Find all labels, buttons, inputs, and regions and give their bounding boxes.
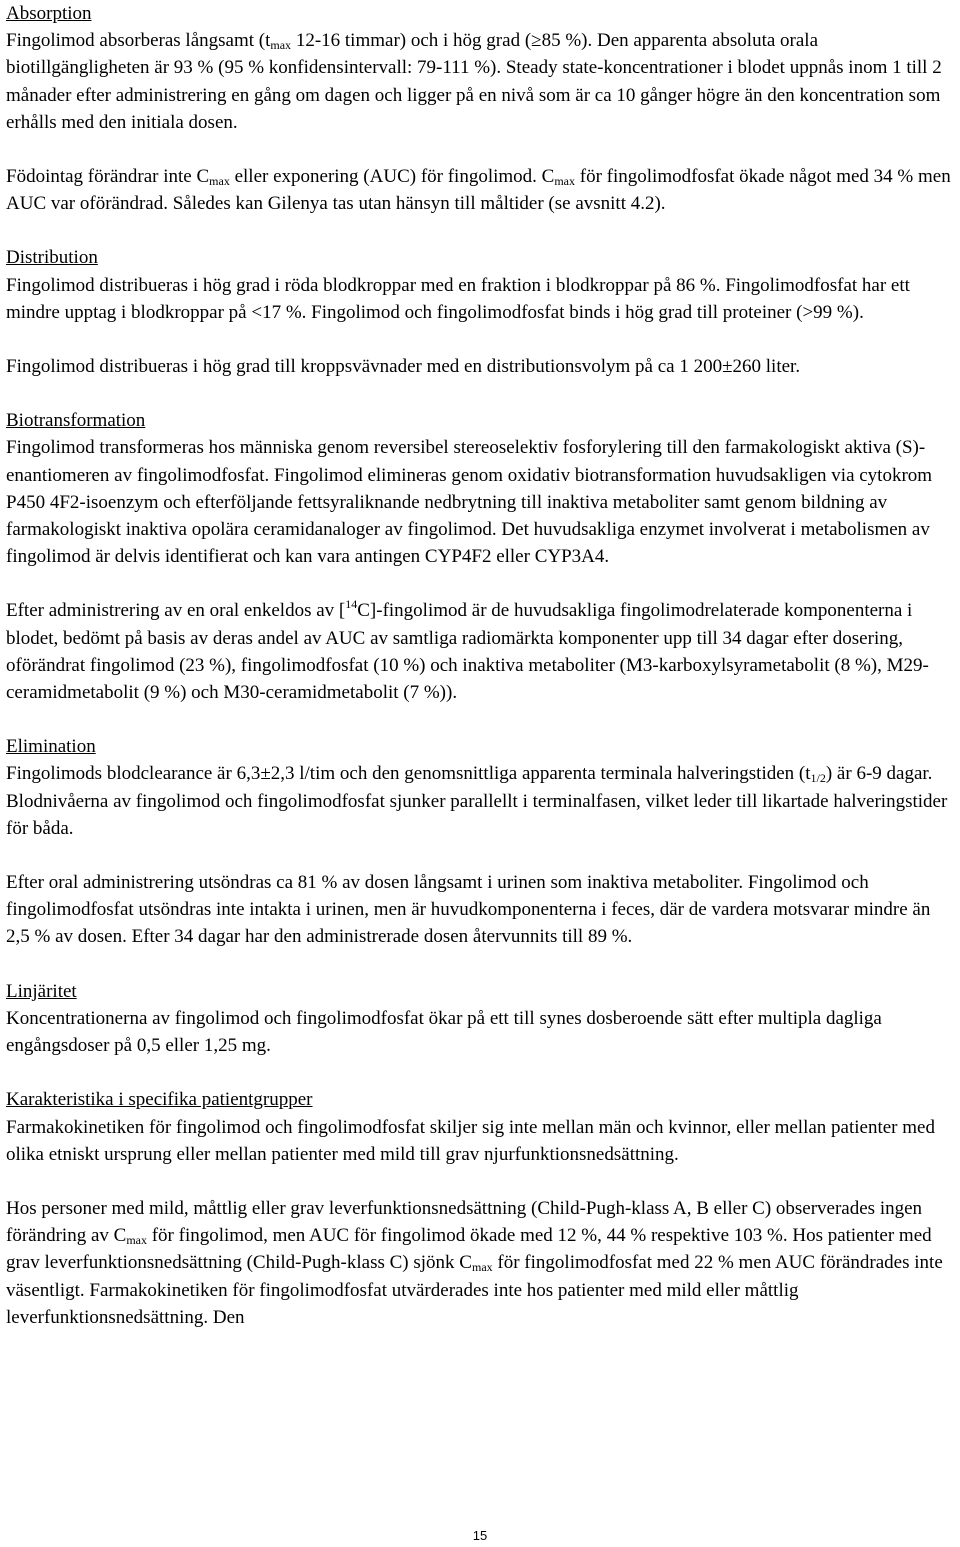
paragraph-spacer bbox=[6, 570, 958, 597]
page-number: 15 bbox=[472, 1528, 488, 1543]
subscript: max bbox=[471, 1260, 493, 1275]
section-heading-elimination: Elimination bbox=[6, 736, 96, 758]
subscript: max bbox=[270, 38, 292, 53]
text-run: Födointag förändrar inte C bbox=[6, 166, 210, 188]
absorption-paragraph-1 bbox=[6, 27, 958, 136]
section-heading-biotransformation: Biotransformation bbox=[6, 410, 146, 432]
text-run: eller exponering (AUC) för fingolimod. C bbox=[229, 166, 555, 188]
subscript: max bbox=[209, 174, 230, 189]
paragraph-spacer bbox=[6, 136, 958, 163]
text-run: Fingolimods blodclearance är 6,3±2,3 l/tim och den genomsnittliga apparenta terminala halveringstiden (t bbox=[6, 763, 811, 785]
superscript: 14 bbox=[345, 597, 358, 612]
subscript: 1/2 bbox=[810, 771, 826, 786]
subscript: max bbox=[126, 1233, 147, 1248]
text-run: för fingolimodfosfat ökade något med 34 % men AUC var oförändrad. Således kan Gilenya tas utan hänsyn till måltider (se avsnitt 4.2). bbox=[6, 166, 951, 215]
section-heading-special-groups: Karakteristika i specifika patientgrupper bbox=[6, 1089, 313, 1111]
text-run: Efter administrering av en oral enkeldos av [ bbox=[6, 600, 346, 622]
text-run: 12-16 timmar) och i hög grad (≥85 %). Den apparenta absoluta orala biotillgängligheten är 93 % (95 % konfidensintervall: 79-111 %). Steady state-koncentrationer i blodet uppnås inom 1 till 2 månader efter administrering en gång om dagen och ligger på en nivå som är ca 10 gånger högre än den koncentration som erhålls med den initiala dosen. bbox=[6, 30, 942, 133]
elimination-paragraph-2: Efter oral administrering utsöndras ca 81 % av dosen långsamt i urinen som inaktiva metaboliter. Fingolimod och fingolimodfosfat utsöndras inte intakta i urinen, men är huvudkomponenterna i feces, där de vardera motsvarar mindre än 2,5 % av dosen. Efter 34 dagar har den administrerade dosen återvunnits till 89 %. bbox=[6, 872, 931, 948]
paragraph-spacer bbox=[6, 380, 958, 407]
text-run: C]-fingolimod är de huvudsakliga fingolimodrelaterade komponenterna i blodet, bedömt på basis av deras andel av AUC av samtliga radiomärkta komponenter upp till 34 dagar efter dosering, oförändrat fingolimod (23 %), fingolimodfosfat (10 %) och inaktiva metaboliter (M3-karboxylsyrametabolit (8 %), M29-ceramidmetabolit (9 %) och M30-ceramidmetabolit (7 %)). bbox=[6, 600, 929, 704]
paragraph-spacer bbox=[6, 326, 958, 353]
linearity-paragraph-1: Koncentrationerna av fingolimod och fingolimodfosfat ökar på ett till synes dosberoende sätt efter multipla dagliga engångsdoser på 0,5 eller 1,25 mg. bbox=[6, 1007, 882, 1057]
text-run: Fingolimod absorberas långsamt (t bbox=[6, 30, 271, 52]
biotransformation-paragraph-2 bbox=[6, 597, 958, 706]
distribution-paragraph-1: Fingolimod distribueras i hög grad i röda blodkroppar med en fraktion i blodkroppar på 86 %. Fingolimodfosfat har ett mindre upptag i blodkroppar på <17 %. Fingolimod och fingolimodfosfat binds i hög grad till proteiner (>99 %). bbox=[6, 274, 910, 323]
text-run: ) är 6-9 dagar. Blodnivåerna av fingolimod och fingolimodfosfat sjunker parallellt i terminalfasen, vilket leder till likartade halveringstider för båda. bbox=[6, 763, 948, 839]
document-page bbox=[6, 0, 958, 1331]
absorption-paragraph-2 bbox=[6, 163, 958, 217]
section-heading-absorption: Absorption bbox=[6, 3, 92, 24]
special-groups-paragraph-2 bbox=[6, 1195, 958, 1331]
text-run: för fingolimod, men AUC för fingolimod ökade med 12 %, 44 % respektive 103 %. Hos patienter med grav leverfunktionsnedsättning (Child-Pugh-klass C) sjönk C bbox=[6, 1225, 932, 1274]
subscript: max bbox=[554, 174, 576, 189]
section-heading-distribution: Distribution bbox=[6, 247, 98, 269]
text-run: Hos personer med mild, måttlig eller grav leverfunktionsnedsättning (Child-Pugh-klass A, B eller C) observerades ingen förändring av C bbox=[6, 1197, 923, 1247]
biotransformation-paragraph-1: Fingolimod transformeras hos människa genom reversibel stereoselektiv fosforylering till den farmakologiskt aktiva (S)-enantiomeren av fingolimodfosfat. Fingolimod elimineras genom oxidativ biotransformation huvudsakligen via cytokrom P450 4F2-isoenzym och efterföljande fettsyraliknande nedbrytning till inaktiva metaboliter samt genom bildning av farmakologiskt inaktiva opolära ceramidanaloger av fingolimod. Det huvudsakliga enzymet involverat i metabolismen av fingolimod är delvis identifierat och kan vara antingen CYP4F2 eller CYP3A4. bbox=[6, 437, 933, 568]
text-run: för fingolimodfosfat med 22 % men AUC förändrades inte väsentligt. Farmakokinetiken för fingolimodfosfat utvärderades inte hos patienter med mild eller måttlig leverfunktionsnedsättning. Den bbox=[6, 1252, 943, 1328]
section-heading-linearity: Linjäritet bbox=[6, 980, 77, 1002]
paragraph-spacer bbox=[6, 217, 958, 244]
paragraph-spacer bbox=[6, 951, 958, 978]
paragraph-spacer bbox=[6, 706, 958, 733]
paragraph-spacer bbox=[6, 1168, 958, 1195]
distribution-paragraph-2: Fingolimod distribueras i hög grad till kroppsvävnader med en distributionsvolym på ca 1 200±260 liter. bbox=[6, 356, 801, 378]
paragraph-spacer bbox=[6, 842, 958, 869]
paragraph-spacer bbox=[6, 1059, 958, 1086]
special-groups-paragraph-1: Farmakokinetiken för fingolimod och fingolimodfosfat skiljer sig inte mellan män och kvinnor, eller mellan patienter med olika etniskt ursprung eller mellan patienter med mild till grav njurfunktionsnedsättning. bbox=[6, 1116, 935, 1165]
elimination-paragraph-1 bbox=[6, 760, 958, 842]
